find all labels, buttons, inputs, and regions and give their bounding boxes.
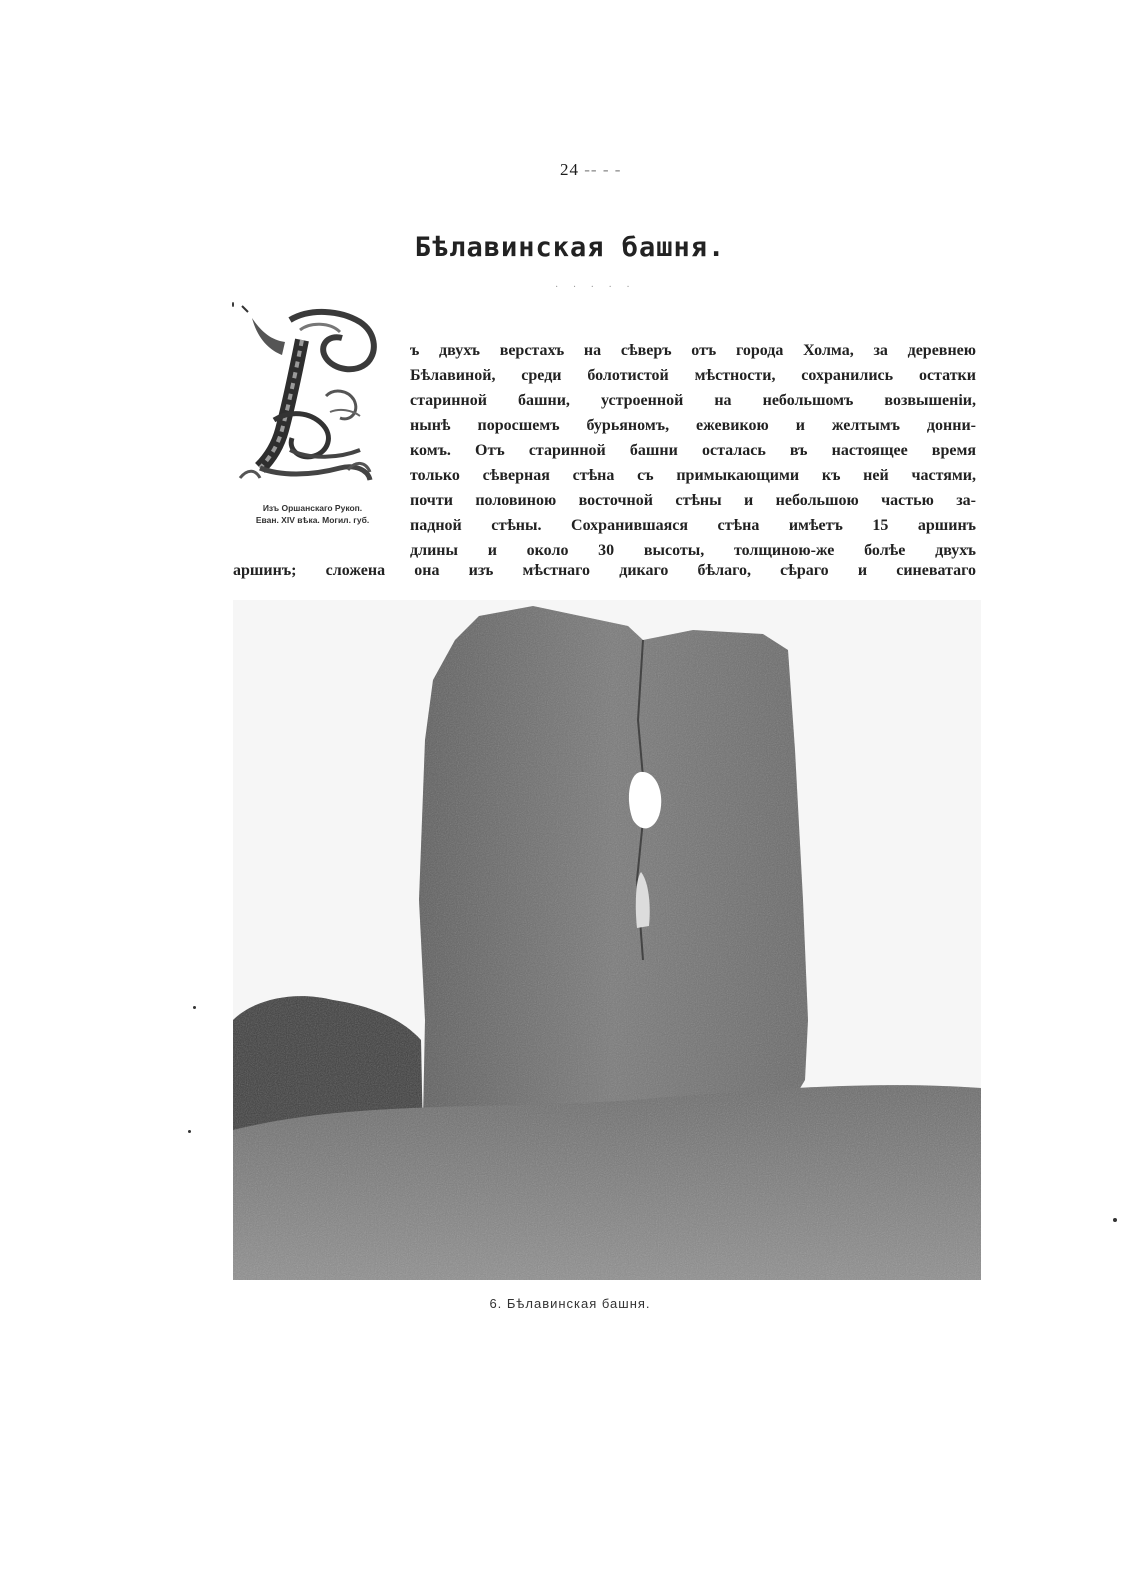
page-number: 24 -- - - — [560, 160, 622, 179]
initial-caption-line: Еван. XIV вѣка. Могил. губ. — [255, 515, 370, 525]
initial-caption-line: Изъ Оршанскаго Рукоп. — [262, 503, 363, 513]
initial-caption — [220, 502, 405, 526]
text-line: падной стѣны. Сохранившаяся стѣна имѣетъ 15 аршинъ — [410, 517, 976, 534]
text-line-full-width: аршинъ; сложена она изъ мѣстнаго дикаго бѣлаго, сѣраго и синеватаго — [233, 562, 976, 579]
text-line: комъ. Отъ старинной башни осталась въ настоящее время — [410, 442, 976, 459]
title-ornament-dots: · · · · · — [555, 282, 636, 293]
text-line: почти половиною восточной стѣны и небольшою частью за- — [410, 492, 976, 509]
text-line: нынѣ поросшемъ бурьяномъ, ежевикою и желтымъ донни- — [410, 417, 976, 434]
scan-speck — [188, 1130, 191, 1133]
photo-caption: 6. Бѣлавинская башня. — [489, 1296, 651, 1311]
body-paragraph — [410, 338, 976, 563]
illuminated-initial-image — [230, 300, 390, 490]
tower-photograph — [233, 600, 981, 1280]
text-line: ъ двухъ верстахъ на сѣверъ отъ города Холма, за деревнею — [410, 342, 976, 359]
text-line: старинной башни, устроенной на небольшомъ возвышеніи, — [410, 392, 976, 409]
text-line: длины и около 30 высоты, толщиною-же болѣе двухъ — [410, 542, 976, 559]
scan-speck — [1113, 1218, 1117, 1222]
scan-speck — [232, 302, 234, 307]
page-title: Бѣлавинская башня. — [414, 232, 726, 263]
text-line: Бѣлавиной, среди болотистой мѣстности, сохранились остатки — [410, 367, 976, 384]
text-line: только сѣверная стѣна съ примыкающими къ ней частями, — [410, 467, 976, 484]
scan-speck — [193, 1006, 196, 1009]
